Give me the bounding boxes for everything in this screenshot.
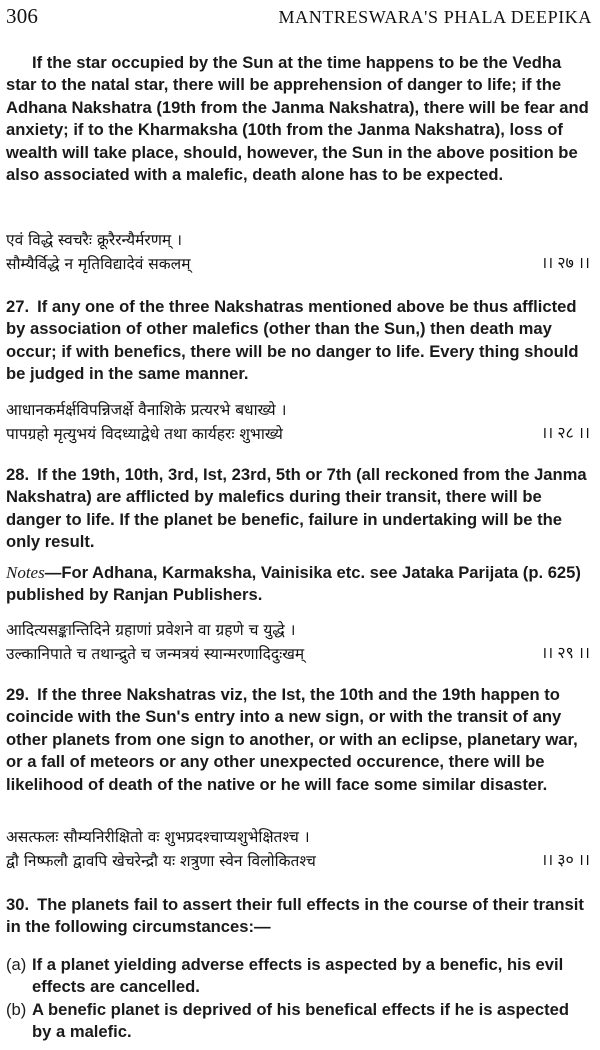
section-text: If any one of the three Nakshatras mentioned above be thus afflicted by association of other malefics (other than the Sun,) then death may occur; if with benefics, there will be no danger to life. Every thing should be judged in the same manner.	[6, 297, 579, 384]
list-item	[6, 999, 592, 1044]
verse-number: ।। २७ ।।	[541, 255, 590, 272]
section-text: If the three Nakshatras viz, the Ist, the 10th and the 19th happen to coincide with the Sun's entry into a new sign, or with the transit of any other planets from one sign to another, or with an eclipse, planetary war, or a fall of meteors or any other unexpected occurence, there will be likelihood of death of the native or he will face some similar disaster.	[6, 685, 578, 794]
verse-28	[6, 398, 594, 446]
verse-number: ।। २९ ।।	[541, 645, 590, 662]
verse-line	[6, 398, 594, 422]
verse-30	[6, 825, 594, 873]
verse-text: आधानकर्मर्क्षविपन्निजर्क्षे वैनाशिके प्रत्यरभे बधाख्ये ।	[6, 401, 287, 419]
section-30	[6, 894, 592, 939]
section-27	[6, 296, 592, 386]
verse-line	[6, 228, 594, 252]
verse-line	[6, 825, 594, 849]
list-text: A benefic planet is deprived of his benefical effects if he is aspected by a malefic.	[32, 999, 569, 1042]
section-number: 29.	[6, 685, 30, 704]
section-text: If the 19th, 10th, 3rd, Ist, 23rd, 5th or 7th (all reckoned from the Janma Nakshatra) are afflicted by malefics during their transit, there will be danger to life. If the planet be benefic, failure in undertaking will be the only result.	[6, 465, 587, 552]
list-marker: (b)	[6, 999, 27, 1019]
verse-text: आदित्यसङ्कान्तिदिने ग्रहाणां प्रवेशने वा ग्रहणे च युद्धे ।	[6, 621, 296, 639]
verse-text: असत्फलः सौम्यनिरीक्षितो वः शुभप्रदश्चाप्यशुभेक्षितश्च ।	[6, 828, 310, 846]
verse-text: पापग्रहो मृत्युभयं विदध्याद्वेधे तथा कार्यहरः शुभाख्ये	[6, 425, 283, 443]
section-29	[6, 684, 592, 796]
notes-label: Notes	[6, 563, 45, 582]
running-title: MANTRESWARA'S PHALA DEEPIKA	[278, 7, 592, 27]
section-number: 30.	[6, 895, 30, 914]
intro-paragraph: If the star occupied by the Sun at the time happens to be the Vedha star to the natal star, there will be apprehension of danger to life; if the Adhana Nakshatra (19th from the Janma Nakshatra), there will be fear and anxiety; if to the Kharmaksha (10th from the Janma Nakshatra), loss of wealth will take place, should, however, the Sun in the above position be also associated with a malefic, death alone has to be expected.	[6, 53, 589, 185]
list-item	[6, 954, 592, 999]
notes-paragraph	[6, 562, 592, 607]
verse-text: सौम्यैर्विद्धे न मृतिविद्यादेवं सकलम्	[6, 255, 191, 273]
verse-line	[6, 849, 594, 873]
verse-line	[6, 618, 594, 642]
verse-27	[6, 228, 594, 276]
verse-number: ।। २८ ।।	[541, 425, 590, 442]
verse-29	[6, 618, 594, 666]
verse-text: एवं विद्धे स्वचरैः क्रूरैरन्यैर्मरणम् ।	[6, 231, 182, 249]
verse-line	[6, 252, 594, 276]
section-28	[6, 464, 592, 554]
section-number: 27.	[6, 297, 30, 316]
verse-line	[6, 642, 594, 666]
verse-text: उल्कानिपाते च तथान्द्रुते च जन्मत्रयं स्यान्मरणादिदुःखम्	[6, 645, 305, 663]
list-text: If a planet yielding adverse effects is aspected by a benefic, his evil effects are cancelled.	[32, 955, 564, 997]
section-number: 28.	[6, 465, 30, 484]
page-header	[6, 4, 592, 30]
verse-line	[6, 422, 594, 446]
notes-text: —For Adhana, Karmaksha, Vainisika etc. see Jataka Parijata (p. 625) published by Ranjan Publishers.	[6, 563, 581, 605]
verse-number: ।। ३० ।।	[541, 852, 590, 869]
list-marker: (a)	[6, 955, 27, 974]
section-text: The planets fail to assert their full effects in the course of their transit in the following circumstances:—	[6, 895, 584, 937]
circumstance-list	[6, 954, 592, 1044]
verse-text: द्वौ निष्फलौ द्वावपि खेचरेन्द्रौ यः शत्रुणा स्वेन विलोकितश्च	[6, 852, 316, 870]
page-number: 306	[6, 4, 39, 28]
